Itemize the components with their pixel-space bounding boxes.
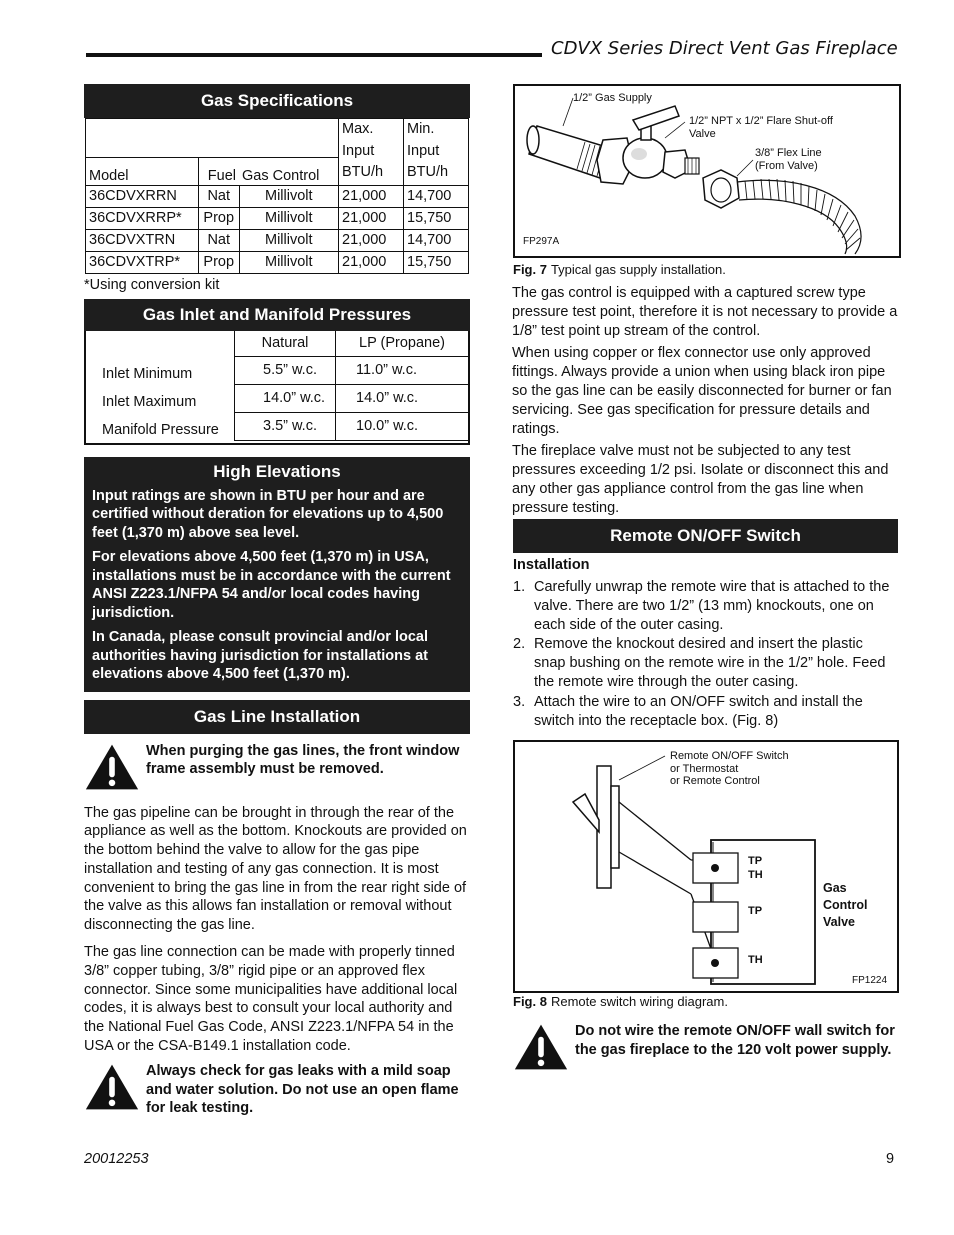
pressure-cell: 11.0” w.c.	[336, 356, 469, 384]
fig8-caption	[513, 994, 728, 1009]
step-text: Carefully unwrap the remote wire that is attached to the valve. There are two 1/2” (13 mm) knockouts, one on each side of the outer casing.	[534, 579, 890, 633]
warning-triangle-icon	[84, 1062, 140, 1112]
col-min-line3: BTU/h	[407, 164, 449, 180]
pressure-cell: Inlet Minimum	[102, 366, 193, 382]
terminal1-tp: TP	[748, 855, 763, 867]
right-para-2: When using copper or flex connector use only approved fittings. Always provide a union when using black iron pipe so the gas line can be easily disconnected for burner or fan servicing. See gas specification for pressure details and ratings.	[512, 345, 892, 437]
step-number: 1.	[513, 579, 526, 595]
spec-cell: 14,700	[404, 185, 469, 207]
pressure-blank	[86, 331, 235, 357]
switch-label-line3: or Remote Control	[670, 775, 760, 787]
leak-warning-text: Always check for gas leaks with a mild soap and water solution. Do not use an open flame for leak testing.	[146, 1062, 459, 1117]
terminal-tp-th-label	[748, 854, 763, 882]
installation-step	[513, 578, 898, 634]
pressure-cell: 14.0” w.c.	[235, 384, 336, 412]
spec-cell: 21,000	[339, 185, 404, 207]
pressure-col-natural: Natural	[235, 331, 336, 357]
pressure-cell: 3.5” w.c.	[235, 412, 336, 440]
pressure-row	[86, 384, 468, 412]
spec-rows	[86, 185, 469, 273]
fig7-supply-label: 1/2” Gas Supply	[573, 92, 652, 104]
fig8-caption-num: Fig. 8	[513, 994, 547, 1009]
fig8-caption-text: Remote switch wiring diagram.	[550, 994, 728, 1009]
purge-warning-text: When purging the gas lines, the front window frame assembly must be removed.	[146, 742, 460, 778]
spec-col-min	[404, 119, 469, 186]
terminal-th-label: TH	[748, 954, 763, 966]
pressure-cell: 5.5” w.c.	[235, 356, 336, 384]
gas-line-para-2: The gas line connection can be made with properly tinned 3/8” copper tubing, 3/8” rigid pipe or an approved flex connector. Since some municipalities have additional local codes, it is always best to consult your local authority and the National Fuel Gas Code, ANSI Z223.1/NFPA 54 in the USA or the CSA-B149.1 installation code.	[84, 944, 458, 1055]
fig8-switch-label	[670, 750, 820, 788]
remote-switch-heading: Remote ON/OFF Switch	[513, 519, 898, 553]
spec-col-control: Gas Control	[239, 158, 339, 185]
spec-col-model: Model	[86, 158, 199, 185]
spec-cell: Millivolt	[239, 229, 339, 251]
high-elevations-heading: High Elevations	[213, 461, 341, 481]
fig7-valve-label: 1/2” NPT x 1/2” Flare Shut-off Valve	[689, 115, 833, 140]
fig7-caption-text: Typical gas supply installation.	[550, 262, 726, 277]
spec-col-max	[339, 119, 404, 186]
spec-cell: Millivolt	[239, 185, 339, 207]
pressure-row	[86, 412, 468, 440]
spec-cell: Millivolt	[239, 207, 339, 229]
terminal-tp-label: TP	[748, 905, 763, 917]
gas-line-body	[84, 804, 470, 1056]
purge-warning	[84, 742, 470, 792]
spec-row	[86, 251, 469, 273]
installation-steps	[513, 578, 898, 731]
spec-row	[86, 207, 469, 229]
spec-cell: Prop	[199, 251, 240, 273]
installation-step	[513, 693, 898, 731]
step-text: Remove the knockout desired and insert the plastic snap bushing on the remote wire in the 1/2” hole. Feed the remote wire through the outer casing.	[534, 636, 886, 690]
valve-label-line2: Control	[823, 898, 868, 912]
fig7-caption	[513, 262, 726, 277]
gas-specifications-heading: Gas Specifications	[84, 84, 470, 118]
high-elevations-box	[84, 457, 470, 692]
spec-row	[86, 185, 469, 207]
pressure-cell: Inlet Maximum	[102, 394, 197, 410]
step-text: Attach the wire to an ON/OFF switch and install the switch into the receptacle box. (Fig. 8)	[534, 693, 863, 729]
valve-label-line3: Valve	[823, 915, 855, 929]
spec-cell: 21,000	[339, 207, 404, 229]
fig7-code: FP297A	[523, 236, 560, 247]
wiring-warning	[513, 1022, 901, 1072]
left-column	[84, 84, 470, 1118]
page-number: 9	[886, 1151, 895, 1167]
pressure-rows	[86, 356, 468, 440]
spec-cell: Prop	[199, 207, 240, 229]
spec-cell: 36CDVXRRN	[86, 185, 199, 207]
spec-row	[86, 229, 469, 251]
fig7-gas-supply-diagram	[513, 84, 901, 258]
pressure-row	[86, 356, 468, 384]
wiring-warning-text: Do not wire the remote ON/OFF wall switch for the gas fireplace to the 120 volt power supply.	[575, 1023, 895, 1058]
valve-label-line1: Gas	[823, 881, 847, 895]
high-elev-para-3: In Canada, please consult provincial and/or local authorities having jurisdiction for installations at elevations above 4,500 feet (1,370 m).	[92, 629, 429, 682]
col-min-line2: Input	[407, 142, 440, 159]
col-min-line1: Min.	[407, 121, 435, 137]
high-elev-para-1: Input ratings are shown in BTU per hour and are certified without deration for elevations up to 4,500 feet (1,370 m) above sea level.	[92, 487, 444, 541]
fig8-wiring-diagram	[513, 740, 899, 993]
pressures-box	[84, 331, 470, 445]
gas-line-heading: Gas Line Installation	[84, 700, 470, 734]
steps-list	[513, 578, 898, 730]
fig7-flex-label: 3/8” Flex Line (From Valve)	[755, 147, 822, 172]
col-max-line3: BTU/h	[342, 164, 384, 180]
pressures-table	[86, 331, 468, 441]
installation-subhead: Installation	[513, 557, 590, 573]
spec-cell: 36CDVXRRP*	[86, 207, 199, 229]
terminal1-th: TH	[748, 869, 763, 881]
switch-label-line2: or Thermostat	[670, 762, 739, 775]
col-max-line2: Input	[342, 142, 375, 159]
fig7-caption-num: Fig. 7	[513, 262, 547, 277]
spec-cell: 36CDVXTRP*	[86, 251, 199, 273]
gas-control-valve-label	[823, 880, 867, 931]
right-para-3: The fireplace valve must not be subjected to any test pressures exceeding 1/2 psi. Isolate or disconnect this and any other gas appliance control from the gas line when pressure testing.	[512, 443, 889, 516]
spec-cell: 15,750	[404, 251, 469, 273]
spec-cell: 15,750	[404, 207, 469, 229]
fig8-code: FP1224	[852, 975, 888, 986]
spec-cell: 21,000	[339, 251, 404, 273]
spec-cell: 36CDVXTRN	[86, 229, 199, 251]
step-number: 2.	[513, 636, 526, 653]
warning-triangle-icon	[84, 742, 140, 792]
spec-cell: Nat	[199, 185, 240, 207]
warning-triangle-icon	[513, 1022, 569, 1072]
spec-cell: Millivolt	[239, 251, 339, 273]
pressures-heading: Gas Inlet and Manifold Pressures	[84, 299, 470, 331]
right-para-1: The gas control is equipped with a captured screw type pressure test point, therefore it is not necessary to provide a 1/8” test point up stream of the control.	[512, 285, 898, 339]
spec-cell: 21,000	[339, 229, 404, 251]
pressure-col-lp: LP (Propane)	[336, 331, 469, 357]
switch-label-line1: Remote ON/OFF Switch	[670, 750, 789, 762]
header-rule	[86, 53, 542, 57]
gas-specifications-table	[85, 118, 469, 274]
spec-cell: Nat	[199, 229, 240, 251]
pressure-cell: Manifold Pressure	[102, 422, 219, 438]
step-number: 3.	[513, 693, 526, 710]
right-column-text	[512, 284, 900, 522]
spec-col-fuel: Fuel	[199, 158, 240, 185]
gas-line-para-1: The gas pipeline can be brought in through the rear of the appliance as well as the bottom. Knockouts are provided on the bottom behind the valve to allow for the gas pipe installation and testing of any gas connection. It is most convenient to bring the gas line in from the rear right side of the valve as this allows fan installation or removal without disconnecting the gas line.	[84, 804, 467, 934]
conversion-note: *Using conversion kit	[84, 276, 220, 293]
document-number: 20012253	[84, 1151, 149, 1167]
pressure-cell: 10.0” w.c.	[336, 412, 469, 440]
high-elev-para-2: For elevations above 4,500 feet (1,370 m) in USA, installations must be in accordance with the current ANSI Z223.1/NFPA 54 and/or local codes having jurisdiction.	[92, 549, 451, 621]
leak-warning	[84, 1062, 470, 1118]
col-max-line1: Max.	[342, 121, 374, 137]
installation-step	[513, 635, 898, 691]
spec-header-blank	[86, 119, 339, 158]
spec-cell: 14,700	[404, 229, 469, 251]
pressure-cell: 14.0” w.c.	[336, 384, 469, 412]
page-header-title: CDVX Series Direct Vent Gas Fireplace	[551, 38, 898, 59]
